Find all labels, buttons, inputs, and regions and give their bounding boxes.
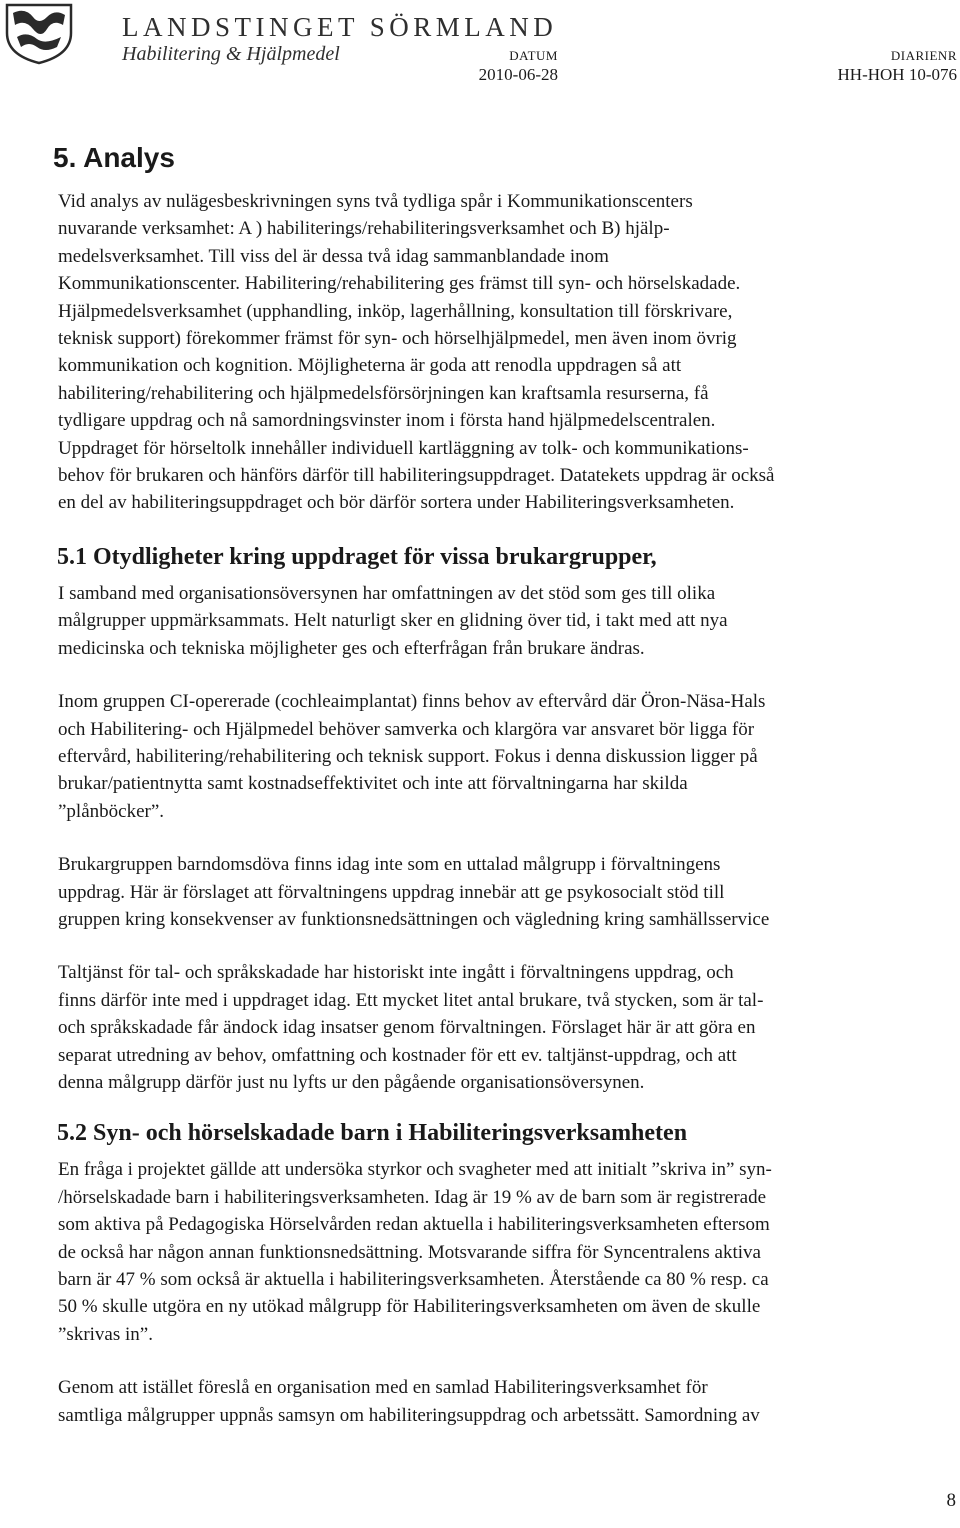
text-line: teknisk support) förekommer främst för syn- och hörselhjälpmedel, men även inom övrig: [58, 328, 737, 350]
section-heading-otydligheter: 5.1 Otydligheter kring uppdraget för vissa brukargrupper,: [57, 543, 657, 570]
text-line: tydligare uppdrag och nå samordningsvinster inom i första hand hjälpmedelscentralen.: [58, 410, 716, 432]
text-line: Hjälpmedelsverksamhet (upphandling, inköp, lagerhållning, konsultation till förskrivare,: [58, 300, 733, 322]
paragraph-taltjanst: [58, 959, 953, 1096]
text-line: denna målgrupp därför just nu lyfts ur den pågående organisationsöversynen.: [58, 1071, 645, 1093]
text-line: eftervård, habilitering/rehabilitering och teknisk support. Fokus i denna diskussion ligger på: [58, 745, 758, 767]
paragraph-samlad-organisation: [58, 1374, 953, 1429]
text-line: Vid analys av nulägesbeskrivningen syns två tydliga spår i Kommunikationscenters: [58, 191, 693, 212]
text-line: medicinska och tekniska möjligheter ges och efterfrågan från brukare ändras.: [58, 637, 645, 659]
organization-subtitle: Habilitering & Hjälpmedel: [122, 43, 340, 65]
text-line: en del av habiliteringsuppdraget och bör därför sortera under Habiliteringsverksamheten.: [58, 492, 735, 514]
text-line: ”plånböcker”.: [58, 800, 165, 822]
organization-name: LANDSTINGET SÖRMLAND: [122, 12, 558, 42]
paragraph-barndomsdova: [58, 851, 953, 933]
text-line: Kommunikationscenter. Habilitering/rehabilitering ges främst till syn- och hörselskadade.: [58, 273, 741, 295]
text-line: separat utredning av behov, omfattning och kostnader för ett ev. taltjänst-uppdrag, och att: [58, 1044, 737, 1066]
document-body: [53, 140, 953, 1429]
text-line: de också har någon annan funktionsnedsättning. Motsvarande siffra för Syncentralens aktiva: [58, 1241, 761, 1263]
text-line: medelsverksamhet. Till viss del är dessa två idag sammanblandade inom: [58, 245, 609, 267]
date-label: DATUM: [509, 48, 558, 63]
text-line: nuvarande verksamhet: A ) habiliterings/rehabiliteringsverksamhet och B) hjälp-: [58, 218, 670, 240]
text-line: Taltjänst för tal- och språkskadade har historiskt inte ingått i förvaltningens uppdrag, och: [58, 962, 734, 984]
text-line: brukar/patientnytta samt kostnadseffektivitet och inte att förvaltningarna har skilda: [58, 773, 688, 795]
text-line: behov för brukaren och hänförs därför till habiliteringsuppdraget. Datatekets uppdrag är också: [58, 465, 775, 487]
text-line: Genom att istället föreslå en organisation med en samlad Habiliteringsverksamhet för: [58, 1377, 708, 1399]
registration-block: [838, 48, 957, 85]
section-heading-analys: 5. Analys: [53, 142, 175, 173]
text-line: och Habilitering- och Hjälpmedel behöver samverka och klargöra var ansvaret bör ligga för: [58, 718, 755, 740]
text-line: En fråga i projektet gällde att undersöka styrkor och svagheter med att initialt ”skriva in” syn-: [58, 1159, 772, 1181]
paragraph-ci-opererade: [58, 688, 953, 825]
text-line: gruppen kring konsekvenser av funktionsnedsättningen och vägledning kring samhällsservice: [58, 908, 770, 930]
date-value: 2010-06-28: [478, 65, 558, 84]
text-line: finns därför inte med i uppdraget idag. Ett mycket litet antal brukare, två stycken, som är tal-: [58, 989, 764, 1011]
text-line: Uppdraget för hörseltolk innehåller individuell kartläggning av tolk- och kommunikations-: [58, 437, 749, 459]
text-line: Brukargruppen barndomsdöva finns idag inte som en uttalad målgrupp i förvaltningens: [58, 854, 721, 876]
text-line: som aktiva på Pedagogiska Hörselvården redan aktuella i habiliteringsverksamheten eftersom: [58, 1214, 770, 1236]
date-block: [479, 48, 558, 85]
county-crest-icon: [3, 3, 75, 65]
text-line: I samband med organisationsöversynen har omfattningen av det stöd som ges till olika: [58, 582, 716, 604]
paragraph-organisationsoversyn: [58, 580, 953, 662]
registration-label: DIARIENR: [890, 48, 957, 63]
analys-paragraph: [58, 188, 953, 517]
text-line: habilitering/rehabilitering och hjälpmedelsförsörjningen kan kraftsamla resurserna, få: [58, 382, 709, 404]
registration-value: HH-HOH 10-076: [837, 65, 957, 84]
page-number: 8: [946, 1490, 956, 1511]
text-line: och språkskadade får ändock idag insatser genom förvaltningen. Förslaget här är att göra en: [58, 1017, 756, 1039]
text-line: barn är 47 % som också är aktuella i habiliteringsverksamheten. Återstående ca 80 % resp. ca: [58, 1269, 769, 1290]
text-line: uppdrag. Här är förslaget att förvaltningens uppdrag innebär att ge psykosocialt stöd till: [58, 881, 725, 903]
text-line: Inom gruppen CI-opererade (cochleaimplantat) finns behov av eftervård där Öron-Näsa-Hals: [58, 691, 766, 713]
text-line: målgrupper uppmärksammats. Helt naturligt sker en glidning över tid, i takt med att nya: [58, 610, 728, 632]
text-line: samtliga målgrupper uppnås samsyn om habiliteringsuppdrag och arbetssätt. Samordning av: [58, 1404, 760, 1426]
section-heading-syn-horselskadade: 5.2 Syn- och hörselskadade barn i Habiliteringsverksamheten: [57, 1120, 688, 1147]
text-line: 50 % skulle utgöra en ny utökad målgrupp för Habiliteringsverksamheten om även de skulle: [58, 1296, 761, 1318]
text-line: ”skrivas in”.: [58, 1323, 153, 1345]
text-line: /hörselskadade barn i habiliteringsverksamheten. Idag är 19 % av de barn som är registrerade: [58, 1186, 767, 1208]
paragraph-skriva-in: [58, 1156, 953, 1348]
text-line: kommunikation och kognition. Möjligheterna är goda att renodla uppdragen så att: [58, 355, 682, 377]
